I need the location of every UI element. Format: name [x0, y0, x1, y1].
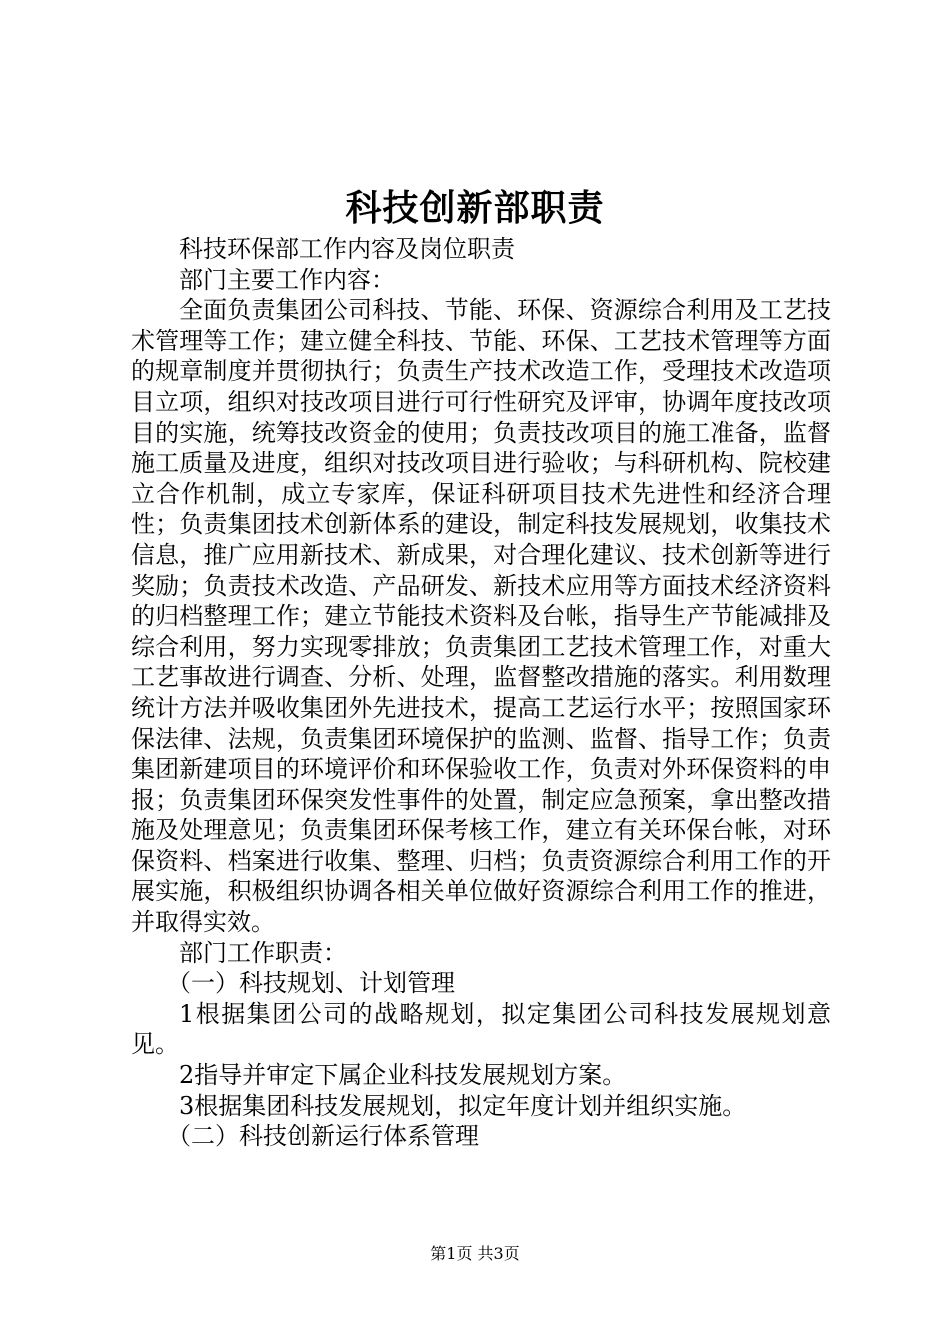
paragraph-subheading: （一）科技规划、计划管理 — [167, 969, 455, 998]
page-footer: 第1页 共3页 — [430, 1244, 520, 1263]
paragraph-heading: 科技环保部工作内容及岗位职责 — [179, 235, 515, 263]
paragraph-item: 2指导并审定下属企业科技发展规划方案。 — [179, 1061, 627, 1090]
paragraph-subheading: （二）科技创新运行体系管理 — [167, 1122, 479, 1151]
paragraph-section-label: 部门工作职责： — [179, 938, 347, 967]
document-title: 科技创新部职责 — [345, 187, 605, 229]
paragraph-item: 1根据集团公司的战略规划，拟定集团公司科技发展规划意见。 — [131, 999, 831, 1059]
paragraph-section-label: 部门主要工作内容： — [179, 265, 395, 294]
paragraph-main-content: 全面负责集团公司科技、节能、环保、资源综合利用及工艺技术管理等工作；建立健全科技、节能、环保、工艺技术管理等方面的规章制度并贯彻执行；负责生产技术改造工作，受理技术改造项目立项，组织对技改项目进行可行性研究及评审，协调年度技改项目的实施，统筹技改资金的使用；负责技改项目的施工准备，监督施工质量及进度，组织对技改项目进行验收；与科研机构、院校建立合作机制，成立专家库，保证科研项目技术先进性和经济合理性；负责集团技术创新体系的建设，制定科技发展规划，收集技术信息，推广应用新技术、新成果，对合理化建议、技术创新等进行奖励；负责技术改造、产品研发、新技术应用等方面技术经济资料的归档整理工作；建立节能技术资料及台帐，指导生产节能减排及综合利用，努力实现零排放；负责集团工艺技术管理工作，对重大工艺事故进行调查、分析、处理，监督整改措施的落实。利用数理统计方法并吸收集团外先进技术，提高工艺运行水平；按照国家环保法律、法规，负责集团环境保护的监测、监督、指导工作；负责集团新建项目的环境评价和环保验收工作，负责对外环保资料的申报；负责集团环保突发性事件的处置，制定应急预案，拿出整改措施及处理意见；负责集团环保考核工作，建立有关环保台帐，对环保资料、档案进行收集、整理、归档；负责资源综合利用工作的开展实施，积极组织协调各相关单位做好资源综合利用工作的推进，并取得实效。 — [131, 296, 831, 937]
document-body — [131, 234, 831, 1152]
paragraph-item: 3根据集团科技发展规划，拟定年度计划并组织实施。 — [179, 1091, 747, 1120]
